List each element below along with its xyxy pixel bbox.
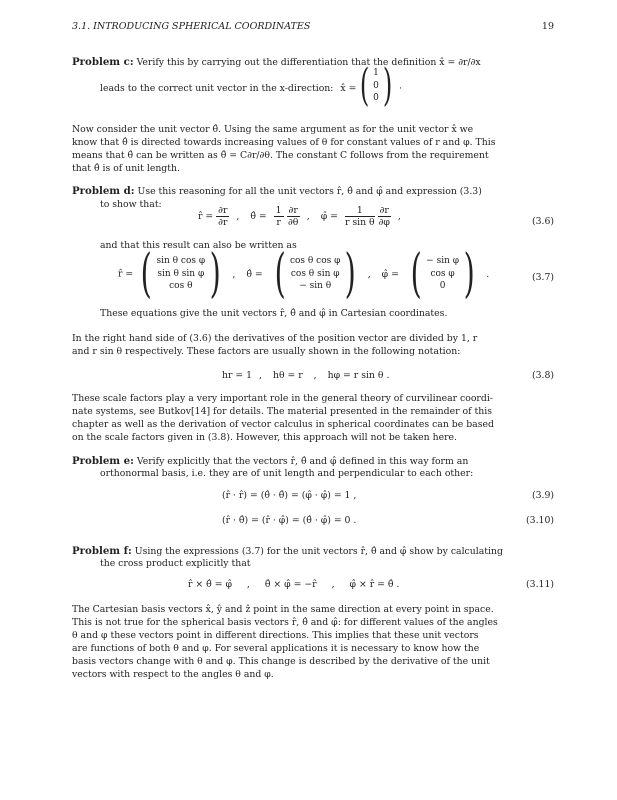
numerator: 1	[275, 205, 282, 216]
denominator: ∂r	[218, 217, 228, 228]
page-number: 19	[541, 21, 554, 32]
problem-d-text-1: Use this reasoning for all the unit vectors r̂, θ̂ and φ̂ and expression (3.3)	[137, 186, 482, 197]
equation-3-6	[198, 205, 405, 228]
vector-entries	[426, 255, 459, 293]
para-scale-line-4: nate systems, see Butkov[14] for details. The material presented in the remainder of this	[72, 406, 492, 417]
problem-c-text-1: Verify this by carrying out the differentiation that the definition x̂ = ∂r/∂x	[136, 57, 481, 68]
equation-number-3-6: (3.6)	[531, 216, 554, 227]
vector-entry: 0	[373, 80, 379, 91]
equation-3-10: (r̂ · θ̂) = (r̂ · φ̂) = (θ̂ · φ̂) = 0 .	[222, 515, 357, 526]
para-scale-line-5: chapter as well as the derivation of vector calculus in spherical coordinates can be based	[72, 419, 494, 430]
equation-3-8	[222, 370, 393, 381]
denominator: r sin θ	[344, 217, 375, 228]
para-final-line-6: vectors with respect to the angles θ and φ.	[72, 669, 274, 680]
equation-number-3-11: (3.11)	[526, 579, 554, 590]
equation-3-9: (r̂ · r̂) = (θ̂ · θ̂) = (φ̂ · φ̂) = 1 ,	[222, 490, 357, 501]
r-hat-lhs: r̂ =	[118, 268, 134, 280]
scale-factor-theta: hθ = r	[272, 370, 303, 381]
problem-c-label: Problem c:	[72, 56, 134, 68]
problem-d-label: Problem d:	[72, 185, 135, 197]
denominator: r	[276, 217, 281, 228]
separator: ,	[259, 370, 262, 381]
period: .	[399, 80, 403, 92]
vector-entries	[290, 255, 340, 293]
vector-entry: cos θ cos φ	[289, 256, 341, 267]
scale-factor-r: hr = 1	[222, 370, 253, 381]
cross-product-2: θ̂ × φ̂ = −r̂	[264, 579, 317, 590]
fraction	[378, 205, 391, 228]
vector-entry: sin θ cos φ	[156, 256, 206, 267]
separator: ,	[236, 211, 240, 222]
para-scale-line-1: In the right hand side of (3.6) the derivatives of the position vector are divided by 1, r	[72, 333, 478, 344]
running-header-section: 3.1. INTRODUCING SPHERICAL COORDINATES	[72, 21, 311, 32]
r-hat-vector	[136, 244, 225, 304]
numerator: ∂r	[288, 205, 298, 216]
problem-e-label: Problem e:	[72, 455, 134, 467]
separator: ,	[232, 268, 236, 280]
problem-c-text-2: leads to the correct unit vector in the x-direction:	[100, 83, 334, 94]
vector-entry: − sin φ	[426, 256, 460, 267]
para-final-line-2: This is not true for the spherical basis vectors r̂, θ̂ and φ̂: for different values of the angles	[72, 617, 498, 628]
equation-number-3-9: (3.9)	[531, 490, 554, 501]
denominator: ∂φ	[378, 217, 390, 228]
para-theta-line-3: means that θ̂ can be written as θ̂ = C∂r/∂θ. The constant C follows from the requirement	[72, 150, 489, 161]
right-paren: )	[209, 244, 221, 304]
vector-entries	[156, 255, 205, 293]
problem-c-lhs: x̂ =	[340, 83, 357, 94]
phi-hat-vector	[406, 244, 479, 304]
problem-c-line-1	[72, 56, 552, 69]
separator: ,	[313, 370, 317, 381]
problem-c-line-2	[100, 80, 580, 95]
vector-entry: 1	[373, 68, 379, 79]
problem-d-line-2: to show that:	[100, 199, 162, 210]
problem-d-line-1	[72, 185, 552, 198]
para-scale-line-6: on the scale factors given in (3.8). However, this approach will not be taken here.	[72, 432, 457, 443]
para-final-line-3: θ and φ these vectors point in different directions. This implies that these unit vectors	[72, 630, 479, 641]
scale-factor-phi: hφ = r sin θ .	[327, 370, 390, 381]
fraction	[274, 205, 284, 228]
theta-hat-vector	[270, 244, 361, 304]
end-punctuation: .	[486, 268, 490, 280]
para-final-line-4: are functions of both θ and φ. For several applications it is necessary to know how the	[72, 643, 480, 654]
cross-product-3: φ̂ × r̂ = θ̂ .	[349, 579, 400, 590]
problem-c-vector	[356, 60, 403, 111]
problem-f-text-1: Using the expressions (3.7) for the unit vectors r̂, θ̂ and φ̂ show by calculating	[134, 546, 503, 557]
vector-entry: cos θ	[169, 281, 193, 292]
para-theta-line-2: know that θ̂ is directed towards increasing values of θ for constant values of r and φ. This	[72, 137, 496, 148]
problem-f-line-1	[72, 545, 552, 558]
vector-entry: − sin θ	[299, 281, 332, 292]
equation-number-3-10: (3.10)	[526, 515, 554, 526]
para-scale-line-3: These scale factors play a very important role in the general theory of curvilinear coordi-	[72, 393, 493, 404]
vector-entries	[373, 67, 379, 105]
para-theta-line-1: Now consider the unit vector θ̂. Using the same argument as for the unit vector x̂ we	[72, 124, 474, 135]
fraction	[345, 205, 375, 228]
vector-entry: cos φ	[430, 268, 455, 279]
problem-e-line-2: orthonormal basis, i.e. they are of unit length and perpendicular to each other:	[100, 468, 474, 479]
equation-number-3-7: (3.7)	[531, 272, 554, 283]
fraction	[216, 205, 229, 228]
phi-hat-lhs: φ̂ =	[381, 268, 399, 280]
problem-f-label: Problem f:	[72, 545, 132, 557]
denominator: ∂θ	[287, 217, 299, 228]
vector-entry: 0	[373, 93, 379, 104]
phi-hat-lhs: φ̂ =	[320, 211, 338, 222]
separator: ,	[306, 211, 310, 222]
column-vector	[356, 60, 396, 111]
separator: ,	[246, 579, 250, 590]
end-punctuation: ,	[397, 211, 401, 222]
right-paren: )	[345, 244, 357, 304]
vector-entry: 0	[439, 281, 446, 292]
numerator: ∂r	[379, 205, 389, 216]
problem-f-line-2: the cross product explicitly that	[100, 558, 251, 569]
vector-entry: cos θ sin φ	[290, 268, 340, 279]
theta-hat-lhs: θ̂ =	[250, 211, 267, 222]
problem-d-line-4: These equations give the unit vectors r̂, θ̂ and φ̂ in Cartesian coordinates.	[100, 308, 448, 319]
separator: ,	[331, 579, 335, 590]
right-paren: )	[382, 60, 393, 111]
para-scale-line-2: and r sin θ respectively. These factors are usually shown in the following notation:	[72, 346, 461, 357]
para-theta-line-4: that θ̂ is of unit length.	[72, 163, 180, 174]
right-paren: )	[463, 244, 475, 304]
fraction	[287, 205, 300, 228]
r-hat-lhs: r̂ =	[198, 211, 214, 222]
problem-e-line-1	[72, 455, 552, 468]
numerator: 1	[345, 205, 375, 217]
cross-product-1: r̂ × θ̂ = φ̂	[188, 579, 232, 590]
theta-hat-lhs: θ̂ =	[246, 268, 263, 280]
left-paren: (	[140, 244, 152, 304]
left-paren: (	[410, 244, 422, 304]
para-final-line-5: basis vectors change with θ and φ. This change is described by the derivative of the unit	[72, 656, 490, 667]
problem-e-text-1: Verify explicitly that the vectors r̂, θ̂ and φ̂ defined in this way form an	[136, 456, 469, 467]
left-paren: (	[359, 60, 370, 111]
numerator: ∂r	[218, 205, 228, 216]
equation-number-3-8: (3.8)	[531, 370, 554, 381]
vector-entry: sin θ sin φ	[157, 268, 205, 279]
equation-3-11	[188, 579, 399, 590]
left-paren: (	[274, 244, 286, 304]
separator: ,	[367, 268, 371, 280]
para-final-line-1: The Cartesian basis vectors x̂, ŷ and ẑ point in the same direction at every point in space.	[72, 604, 494, 615]
problem-d-line-3: and that this result can also be written as	[100, 240, 297, 251]
